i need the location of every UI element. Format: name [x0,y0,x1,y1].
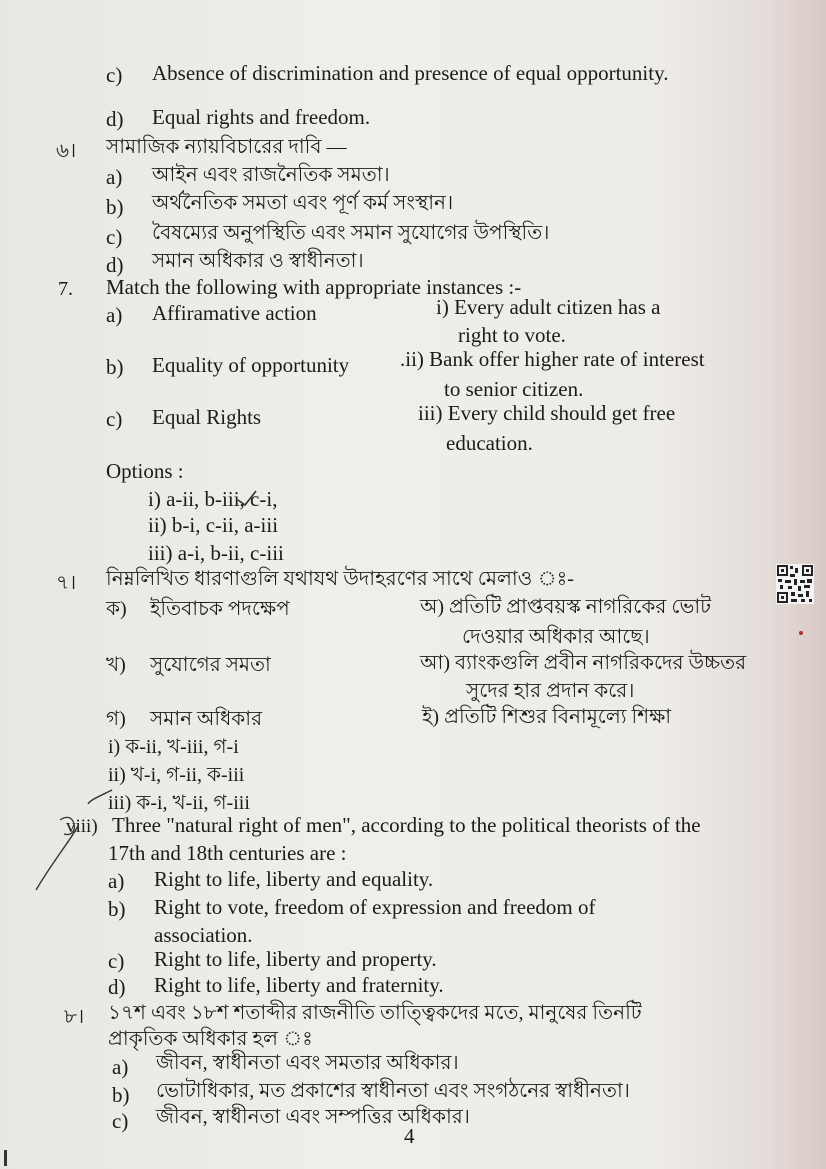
qr-code-icon [776,564,814,604]
question-text: সামাজিক ন্যায়বিচারের দাবি — [106,136,347,158]
options-label: Options : [106,459,184,483]
match-right-item: iii) Every child should get free [418,401,676,425]
question-number: ৭। [56,572,77,594]
pen-stroke-icon [30,786,120,896]
match-right-item: to senior citizen. [444,377,584,401]
option-marker: c) [106,63,123,87]
match-right-item: education. [446,431,533,455]
option-marker: a) [106,165,123,189]
option-text: Absence of discrimination and presence of equal opportunity. [152,61,669,85]
option-marker: c) [108,949,125,973]
match-right-item: অ) প্রতিটি প্রাপ্তবয়স্ক নাগরিকের ভোট [420,596,712,618]
option-marker: a) [112,1055,129,1079]
option-marker: b) [106,355,124,379]
question-number: viii) [66,816,98,837]
option-text: জীবন, স্বাধীনতা এবং সম্পত্তির অধিকার। [156,1106,470,1128]
match-right-item: ই) প্রতিটি শিশুর বিনামূল্যে শিক্ষা [422,706,672,728]
question-text: 17th and 18th centuries are : [108,841,347,865]
option-text: Right to vote, freedom of expression and freedom of [154,895,596,919]
option-marker: c) [112,1109,129,1133]
match-right-item: দেওয়ার অধিকার আছে। [462,626,650,648]
option-text: অর্থনৈতিক সমতা এবং পূর্ণ কর্ম সংস্থান। [152,192,454,214]
match-left-item: Affiramative action [152,301,317,325]
match-option: ii) খ-i, গ-ii, ক-iii [108,764,245,786]
question-number: ৮। [64,1006,85,1028]
option-text: ভোটাধিকার, মত প্রকাশের স্বাধীনতা এবং সংগঠনের স্বাধীনতা। [156,1080,630,1102]
question-text: নিম্নলিখিত ধারণাগুলি যথাযথ উদাহরণের সাথে মেলাও ঃ- [106,568,574,590]
edge-mark [4,1150,7,1166]
question-number: ৬। [56,140,77,162]
match-left-item: ইতিবাচক পদক্ষেপ [150,598,290,620]
option-marker: b) [106,195,124,219]
option-text: Right to life, liberty and property. [154,947,437,971]
question-number: 7. [58,278,73,300]
option-marker: ক) [106,598,127,620]
match-left-item: সমান অধিকার [150,708,263,730]
match-right-item: i) Every adult citizen has a [436,295,661,319]
match-left-item: Equal Rights [152,405,262,429]
match-option: iii) ক-i, খ-ii, গ-iii [108,792,250,814]
option-text: Right to life, liberty and fraternity. [154,973,444,997]
option-text: Right to life, liberty and equality. [154,867,434,891]
match-right-item: .ii) Bank offer higher rate of interest [400,347,705,371]
option-marker: d) [106,253,124,277]
option-text: association. [154,923,253,947]
option-marker: d) [108,975,126,999]
option-text: বৈষম্যের অনুপস্থিতি এবং সমান সুযোগের উপস্থিতি। [152,222,550,244]
question-text: Three "natural right of men", according to the political theorists of the [112,813,701,837]
option-marker: c) [106,225,123,249]
option-marker: c) [106,407,123,431]
match-left-item: সুযোগের সমতা [150,654,271,676]
option-text: সমান অধিকার ও স্বাধীনতা। [152,250,364,272]
option-marker: a) [108,869,125,893]
match-option: i) a-ii, b-iii, c-i, [148,487,278,511]
match-right-item: আ) ব্যাংকগুলি প্রবীন নাগরিকদের উচ্চতর [420,652,747,674]
match-option: ii) b-i, c-ii, a-iii [148,513,279,537]
option-text: জীবন, স্বাধীনতা এবং সমতার অধিকার। [156,1052,459,1074]
option-marker: গ) [106,708,126,730]
option-marker: b) [112,1083,130,1107]
ink-dot [799,631,803,635]
page-number: 4 [404,1124,415,1148]
match-right-item: right to vote. [458,323,566,347]
match-option: iii) a-i, b-ii, c-iii [148,541,284,565]
option-marker: b) [108,897,126,921]
match-right-item: সুদের হার প্রদান করে। [466,680,635,702]
question-text: ১৭শ এবং ১৮শ শতাব্দীর রাজনীতি তাত্ত্বিকদের মতে, মানুষের তিনটি [108,1002,642,1024]
option-marker: খ) [106,654,126,676]
match-option: i) ক-ii, খ-iii, গ-i [108,736,239,758]
match-left-item: Equality of opportunity [152,353,350,377]
option-text: আইন এবং রাজনৈতিক সমতা। [152,164,390,186]
question-text: Match the following with appropriate instances :- [106,275,522,299]
option-marker: d) [106,107,124,131]
option-marker: a) [106,303,123,327]
question-text: প্রাকৃতিক অধিকার হল ঃ [108,1028,313,1050]
tick-mark-icon [236,488,258,508]
option-text: Equal rights and freedom. [152,105,371,129]
